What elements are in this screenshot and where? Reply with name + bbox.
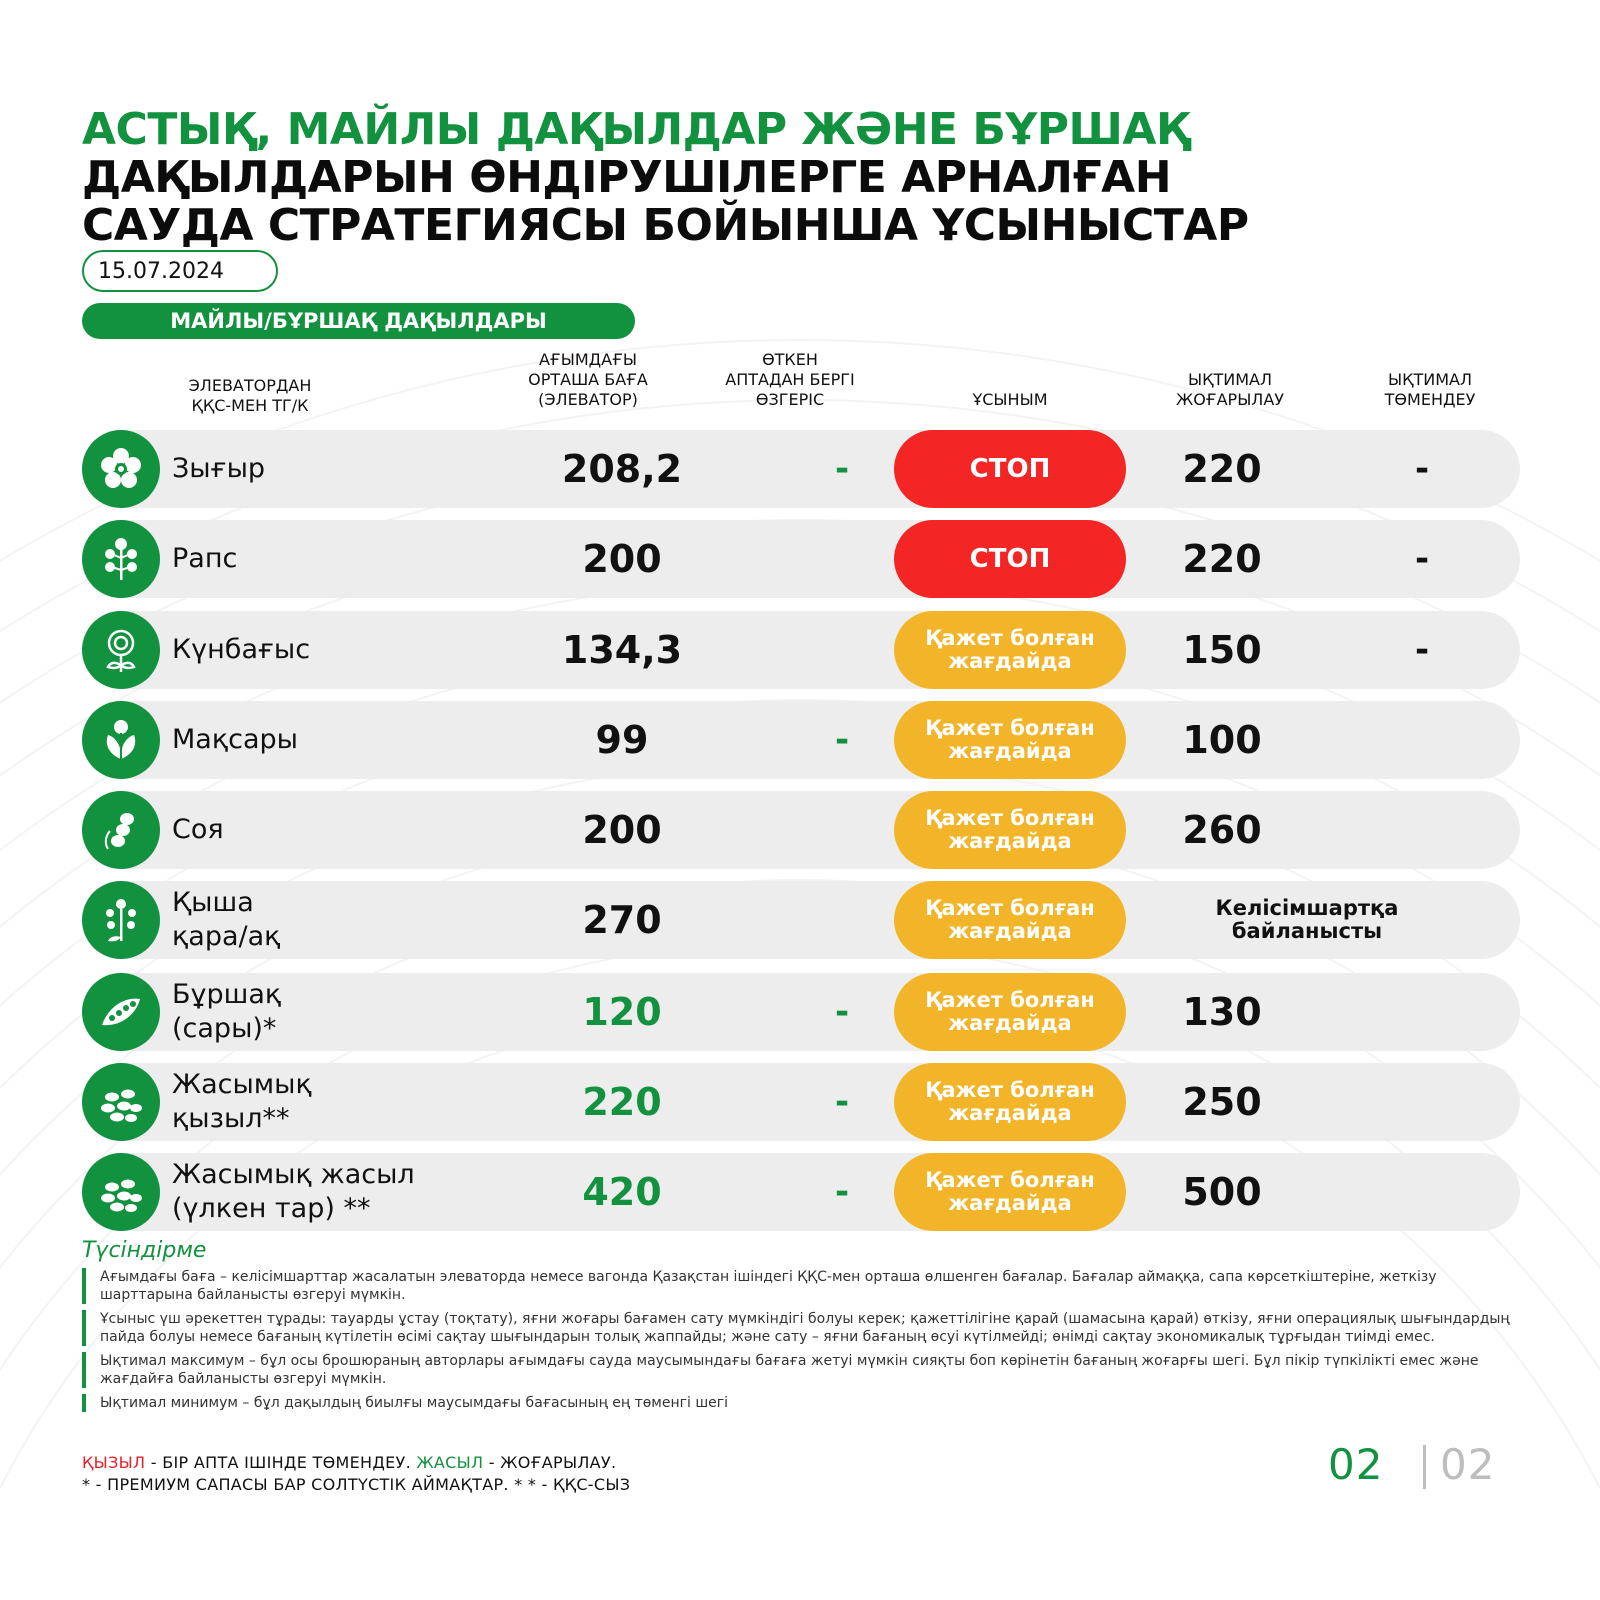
current-price: 99 <box>595 718 649 762</box>
rapeseed-flower-icon <box>82 520 160 598</box>
possible-increase <box>1122 1153 1322 1231</box>
current-price: 420 <box>582 1170 662 1214</box>
footer-line-1 <box>82 1452 630 1474</box>
crop-name-line: Бұршақ <box>172 979 282 1010</box>
legend-title: Түсіндірме <box>82 1238 207 1263</box>
possible-increase-line: 220 <box>1182 447 1262 491</box>
column-header-line: ӨТКЕН <box>762 350 818 369</box>
safflower-leaves-icon <box>82 701 160 779</box>
crop-name <box>172 701 432 779</box>
possible-increase <box>1122 1063 1322 1141</box>
recommendation-line: СТОП <box>969 544 1051 574</box>
current-price: 200 <box>582 808 662 852</box>
possible-decrease: - <box>1414 630 1430 670</box>
possible-increase-line: 130 <box>1182 990 1262 1034</box>
recommendation-badge <box>894 430 1126 508</box>
recommendation-badge <box>894 1063 1126 1141</box>
crop-name-line: Соя <box>172 814 224 845</box>
crop-name <box>172 881 432 959</box>
table-row <box>82 881 1520 959</box>
recommendation-line: Қажет болған <box>925 806 1095 830</box>
pea-pod-icon <box>82 973 160 1051</box>
footer-note <box>82 1452 630 1496</box>
column-header-line: ҚҚС-МЕН ТГ/К <box>191 396 309 415</box>
weekly-change: - <box>834 992 850 1032</box>
crop-name <box>172 1063 432 1141</box>
current-price: 220 <box>582 1080 662 1124</box>
page-number-total: 02 <box>1440 1440 1496 1489</box>
recommendation-line: жағдайда <box>948 1191 1072 1215</box>
possible-increase-line: 260 <box>1182 808 1262 852</box>
legend-item: Ықтимал минимум – бұл дақылдың биылғы маусымдағы бағасының ең төменгі шегі <box>82 1394 1512 1412</box>
possible-decrease <box>1332 791 1512 869</box>
crop-name-line: Қыша <box>172 887 254 918</box>
column-header-recommendation <box>910 390 1110 410</box>
crop-name <box>172 973 432 1051</box>
recommendation-line: Қажет болған <box>925 896 1095 920</box>
table-row <box>82 1063 1520 1141</box>
possible-increase-line: 220 <box>1182 537 1262 581</box>
possible-increase <box>1122 520 1322 598</box>
column-header-crop <box>150 376 350 416</box>
footer-green-text: - ЖОҒАРЫЛАУ. <box>483 1453 617 1472</box>
crop-name <box>172 1153 432 1231</box>
possible-increase-line: 250 <box>1182 1080 1262 1124</box>
column-header-line: ТӨМЕНДЕУ <box>1384 390 1476 409</box>
page-separator <box>1423 1445 1426 1489</box>
legend <box>82 1268 1512 1418</box>
possible-increase <box>1122 430 1322 508</box>
possible-increase-line: 150 <box>1182 628 1262 672</box>
table-row <box>82 520 1520 598</box>
footer-green-word: ЖАСЫЛ <box>416 1453 484 1472</box>
table-row <box>82 701 1520 779</box>
possible-decrease: - <box>1414 449 1430 489</box>
table-row <box>82 611 1520 689</box>
weekly-change: - <box>834 449 850 489</box>
possible-increase <box>1122 791 1322 869</box>
current-price: 270 <box>582 898 662 942</box>
current-price: 134,3 <box>561 628 683 672</box>
recommendation-badge <box>894 701 1126 779</box>
column-header-line: ЫҚТИМАЛ <box>1188 370 1272 389</box>
mustard-flower-icon <box>82 881 160 959</box>
possible-decrease: - <box>1414 539 1430 579</box>
column-header-line: АҒЫМДАҒЫ <box>538 350 638 369</box>
column-header-down <box>1340 370 1520 410</box>
recommendation-line: жағдайда <box>948 1101 1072 1125</box>
column-header-change <box>690 350 890 410</box>
crop-name-line: Мақсары <box>172 724 298 755</box>
current-price: 208,2 <box>561 447 683 491</box>
legend-item: Ағымдағы баға – келісімшарттар жасалатын элеваторда немесе вагонда Қазақстан ішіндегі ҚҚС-мен орташа өлшенген бағалар. Бағалар аймаққа, сапа көрсеткіштеріне, жеткізу шарттарына байланысты өзгеруі мүмкін. <box>82 1268 1512 1304</box>
table-row <box>82 1153 1520 1231</box>
crop-name-line: (сары)* <box>172 1013 277 1044</box>
crop-name-line: Рапс <box>172 543 238 574</box>
recommendation-line: Қажет болған <box>925 1078 1095 1102</box>
soy-pod-icon <box>82 791 160 869</box>
legend-item: Ықтимал максимум – бұл осы брошюраның авторлары ағымдағы сауда маусымындағы бағаға жетуі мүмкін сияқты боп көрінетін бағаның жоғарғы шегі. Бұл пікір түпкілікті емес және жағдайға байланысты өзгеруі мүмкін. <box>82 1352 1512 1388</box>
possible-increase <box>1122 701 1322 779</box>
possible-increase-line: 100 <box>1182 718 1262 762</box>
lentil-icon <box>82 1153 160 1231</box>
recommendation-line: СТОП <box>969 454 1051 484</box>
recommendation-badge <box>894 973 1126 1051</box>
possible-decrease <box>1332 701 1512 779</box>
title-line-2: ДАҚЫЛДАРЫН ӨНДІРУШІЛЕРГЕ АРНАЛҒАН <box>82 152 1172 203</box>
recommendation-badge <box>894 1153 1126 1231</box>
recommendation-line: Қажет болған <box>925 716 1095 740</box>
column-header-up <box>1130 370 1330 410</box>
crop-name <box>172 520 432 598</box>
column-header-line: ҰСЫНЫМ <box>972 390 1048 409</box>
possible-increase-line: 500 <box>1182 1170 1262 1214</box>
possible-increase-line: байланысты <box>1231 919 1383 943</box>
page-title <box>82 106 1542 250</box>
column-header-line: ЖОҒАРЫЛАУ <box>1175 390 1285 409</box>
possible-increase <box>1122 973 1322 1051</box>
recommendation-line: жағдайда <box>948 739 1072 763</box>
legend-item: Ұсыныс үш әрекеттен тұрады: тауарды ұстау (тоқтату), яғни жоғары бағамен сату мүмкіндігі болуы керек; қажеттілігіне қарай (шамасына қарай) өткізу, яғни операциялық шығындардың пайда болуы немесе бағаның күтілетін өсімі сақтау шығындарын толық жаппайды; және сату – яғни бағаның өсуі күтілмейді; өнімді сақтау экономикалық тұрғыдан тиімді емес. <box>82 1310 1512 1346</box>
title-line-3: САУДА СТРАТЕГИЯСЫ БОЙЫНША ҰСЫНЫСТАР <box>82 200 1249 251</box>
column-header-line: ӨЗГЕРІС <box>755 390 825 409</box>
table-row <box>82 430 1520 508</box>
page-number-current: 02 <box>1328 1440 1384 1489</box>
recommendation-line: Қажет болған <box>925 626 1095 650</box>
column-header-line: ЫҚТИМАЛ <box>1388 370 1472 389</box>
section-label: МАЙЛЫ/БҰРШАҚ ДАҚЫЛДАРЫ <box>82 303 635 339</box>
sunflower-icon <box>82 611 160 689</box>
possible-decrease <box>1332 881 1512 959</box>
lentil-icon <box>82 1063 160 1141</box>
footer-line-2: * - ПРЕМИУМ САПАСЫ БАР СОЛТҮСТІК АЙМАҚТАР. * * - ҚҚС-СЫЗ <box>82 1475 631 1494</box>
recommendation-line: Қажет болған <box>925 1168 1095 1192</box>
column-header-line: АПТАДАН БЕРГІ <box>725 370 855 389</box>
weekly-change: - <box>834 1172 850 1212</box>
date-badge: 15.07.2024 <box>82 250 278 292</box>
column-header-line: ЭЛЕВАТОРДАН <box>188 376 312 395</box>
recommendation-badge <box>894 791 1126 869</box>
weekly-change: - <box>834 720 850 760</box>
column-header-price <box>478 350 698 410</box>
crop-name-line: Жасымық жасыл <box>172 1159 415 1190</box>
possible-increase <box>1122 611 1322 689</box>
crop-name <box>172 791 432 869</box>
possible-decrease <box>1332 973 1512 1051</box>
table-row <box>82 791 1520 869</box>
current-price: 200 <box>582 537 662 581</box>
crop-name-line: қара/ақ <box>172 921 281 952</box>
current-price: 120 <box>582 990 662 1034</box>
recommendation-line: жағдайда <box>948 1011 1072 1035</box>
recommendation-badge <box>894 881 1126 959</box>
recommendation-badge <box>894 520 1126 598</box>
column-header-line: (ЭЛЕВАТОР) <box>538 390 638 409</box>
possible-decrease <box>1332 1063 1512 1141</box>
recommendation-badge <box>894 611 1126 689</box>
crop-name <box>172 430 432 508</box>
recommendation-line: жағдайда <box>948 829 1072 853</box>
table-row <box>82 973 1520 1051</box>
crop-name-line: Зығыр <box>172 453 266 484</box>
recommendation-line: Қажет болған <box>925 988 1095 1012</box>
crop-name <box>172 611 432 689</box>
flax-flower-icon <box>82 430 160 508</box>
crop-name-line: қызыл** <box>172 1103 290 1134</box>
crop-name-line: (үлкен тар) ** <box>172 1193 371 1224</box>
recommendation-line: жағдайда <box>948 649 1072 673</box>
possible-decrease <box>1332 1153 1512 1231</box>
recommendation-line: жағдайда <box>948 919 1072 943</box>
possible-increase-line: Келісімшартқа <box>1215 896 1399 920</box>
weekly-change: - <box>834 1082 850 1122</box>
crop-name-line: Күнбағыс <box>172 634 311 665</box>
crop-name-line: Жасымық <box>172 1069 312 1100</box>
footer-red-text: - БІР АПТА ІШІНДЕ ТӨМЕНДЕУ. <box>145 1453 417 1472</box>
column-header-line: ОРТАША БАҒА <box>528 370 648 389</box>
footer-red-word: ҚЫЗЫЛ <box>82 1453 146 1472</box>
title-line-1: АСТЫҚ, МАЙЛЫ ДАҚЫЛДАР ЖӘНЕ БҰРШАҚ <box>82 104 1190 155</box>
